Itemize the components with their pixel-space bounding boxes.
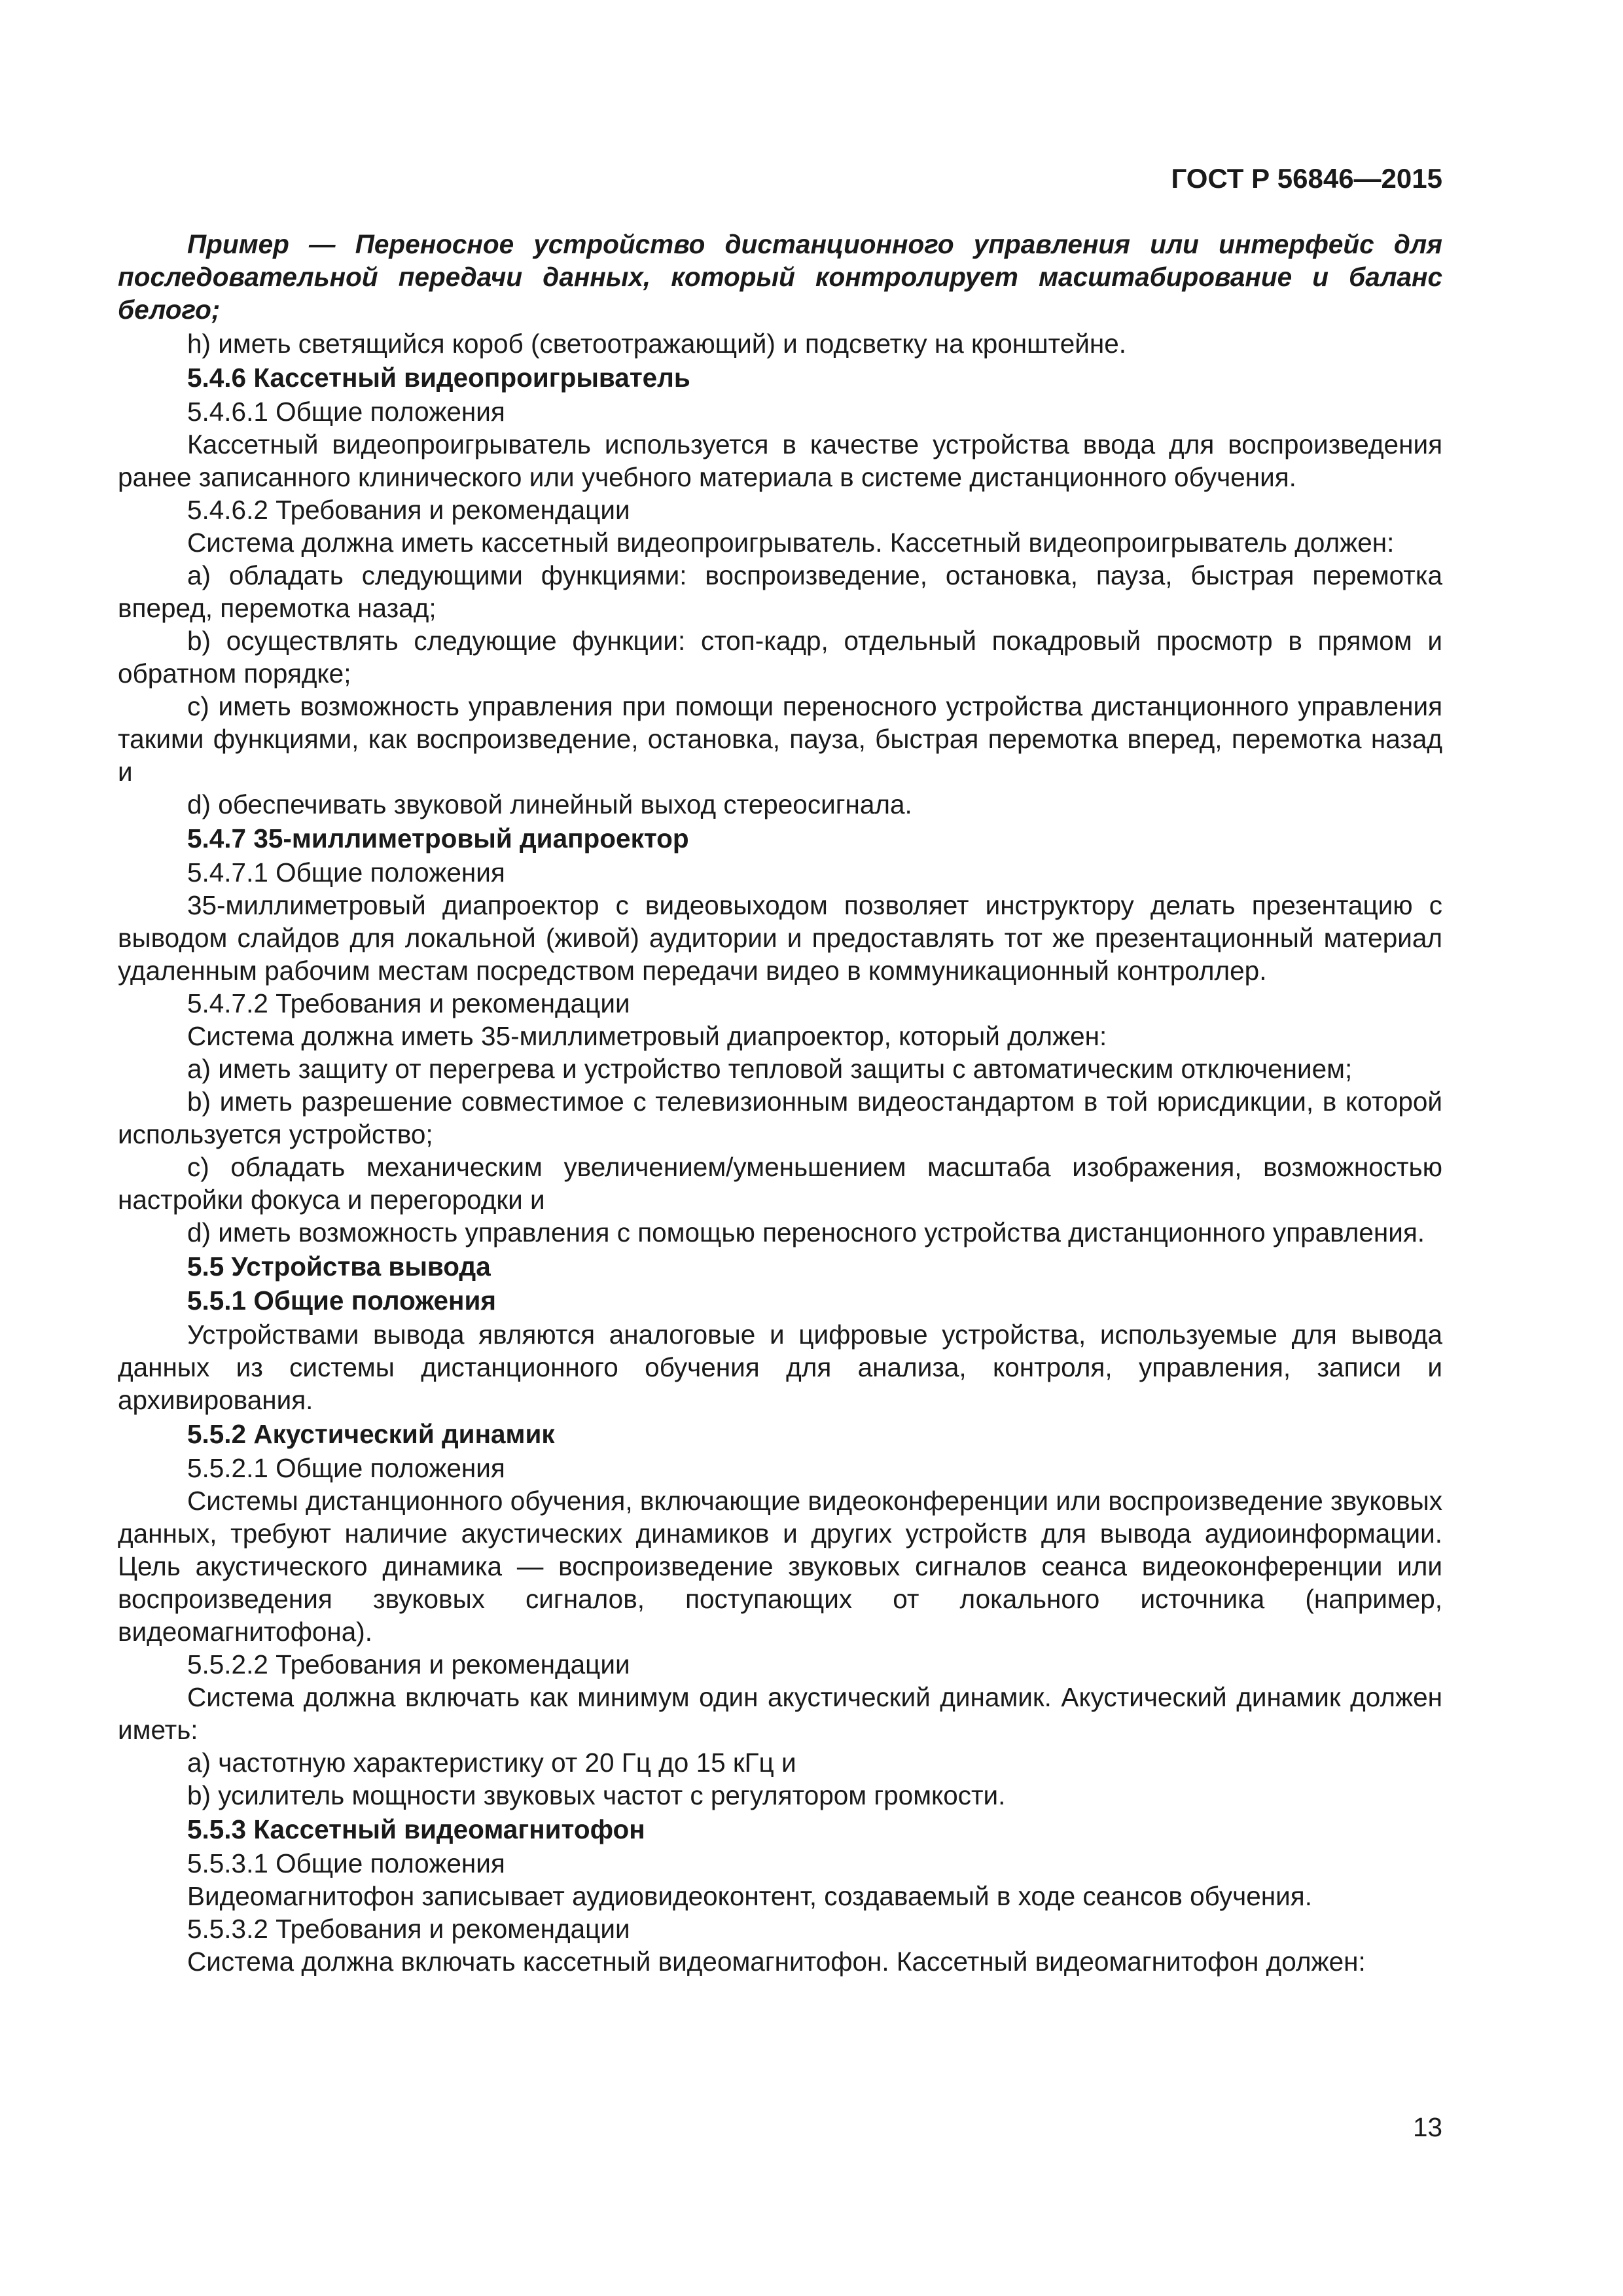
section-heading: 5.4.6 Кассетный видеопроигрыватель [187, 363, 690, 393]
body-paragraph: Видеомагнитофон записывает аудиовидеоконтент, создаваемый в ходе сеансов обучения. [187, 1881, 1312, 1911]
body-paragraph: Система должна иметь 35-миллиметровый диапроектор, который должен: [187, 1021, 1107, 1051]
body-paragraph: Устройствами вывода являются аналоговые и цифровые устройства, используемые для вывода данных из системы дистанционного обучения для анализа, контроля, управления, записи и архивирования. [118, 1319, 1442, 1415]
body-paragraph: c) иметь возможность управления при помощи переносного устройства дистанционного управления такими функциями, как воспроизведение, остановка, пауза, быстрая перемотка вперед, перемотка назад и [118, 691, 1442, 787]
body-paragraph: b) иметь разрешение совместимое с телевизионным видеостандартом в той юрисдикции, в которой используется устройство; [118, 1086, 1442, 1149]
section-heading: 5.4.7 35-миллиметровый диапроектор [187, 823, 689, 853]
body-paragraph: d) иметь возможность управления с помощью переносного устройства дистанционного управления. [187, 1217, 1425, 1247]
body-paragraph: c) обладать механическим увеличением/уменьшением масштаба изображения, возможностью настройки фокуса и перегородки и [118, 1152, 1442, 1215]
section-heading: 5.5 Устройства вывода [187, 1251, 491, 1282]
body-paragraph: b) осуществлять следующие функции: стоп-кадр, отдельный покадровый просмотр в прямом и обратном порядке; [118, 626, 1442, 689]
section-heading: 5.5.2 Акустический динамик [187, 1419, 555, 1449]
body-paragraph: Система должна включать кассетный видеомагнитофон. Кассетный видеомагнитофон должен: [187, 1946, 1366, 1977]
body-paragraph: a) обладать следующими функциями: воспроизведение, остановка, пауза, быстрая перемотка вперед, перемотка назад; [118, 560, 1442, 623]
body-paragraph: d) обеспечивать звуковой линейный выход стереосигнала. [187, 789, 912, 819]
section-heading: 5.5.3 Кассетный видеомагнитофон [187, 1814, 645, 1844]
body-paragraph: a) иметь защиту от перегрева и устройство тепловой защиты с автоматическим отключением; [187, 1054, 1353, 1084]
body-paragraph: b) усилитель мощности звуковых частот с регулятором громкости. [187, 1780, 1006, 1810]
body-paragraph: a) частотную характеристику от 20 Гц до 15 кГц и [187, 1748, 796, 1778]
body-paragraph: Система должна включать как минимум один акустический динамик. Акустический динамик должен иметь: [118, 1682, 1442, 1745]
section-heading: 5.5.1 Общие положения [187, 1285, 496, 1316]
body-paragraph: 5.5.2.2 Требования и рекомендации [187, 1649, 630, 1679]
body-paragraph: h) иметь светящийся короб (светоотражающий) и подсветку на кронштейне. [187, 329, 1127, 359]
document-body [118, 327, 1442, 1978]
body-paragraph: 5.4.7.2 Требования и рекомендации [187, 988, 630, 1018]
body-paragraph: 5.4.6.1 Общие положения [187, 397, 505, 427]
body-paragraph: Системы дистанционного обучения, включающие видеоконференции или воспроизведение звуковых данных, требуют наличие акустических динамиков и других устройств для вывода аудиоинформации. Цель акустического динамика — воспроизведение звуковых сигналов сеанса видеоконференции или воспроизведения звуковых сигналов, поступающих от локального источника (например, видеомагнитофона). [118, 1486, 1442, 1647]
body-paragraph: Кассетный видеопроигрыватель используется в качестве устройства ввода для воспроизведения ранее записанного клинического или учебного материала в системе дистанционного обучения. [118, 429, 1442, 492]
body-paragraph: 5.4.7.1 Общие положения [187, 857, 505, 888]
body-paragraph: 35-миллиметровый диапроектор с видеовыходом позволяет инструктору делать презентацию с выводом слайдов для локальной (живой) аудитории и предоставлять тот же презентационный материал удаленным рабочим местам посредством передачи видео в коммуникационный контроллер. [118, 890, 1442, 986]
body-paragraph: 5.4.6.2 Требования и рекомендации [187, 495, 630, 525]
body-paragraph: Система должна иметь кассетный видеопроигрыватель. Кассетный видеопроигрыватель должен: [187, 528, 1395, 558]
body-paragraph: 5.5.2.1 Общие положения [187, 1453, 505, 1483]
document-standard-id: ГОСТ Р 56846—2015 [1171, 163, 1442, 194]
example-note: Пример — Переносное устройство дистанционного управления или интерфейс для последовательной передачи данных, который контролирует масштабирование и баланс белого; [118, 229, 1442, 325]
body-paragraph: 5.5.3.2 Требования и рекомендации [187, 1914, 630, 1944]
body-paragraph: 5.5.3.1 Общие положения [187, 1848, 505, 1878]
page-number: 13 [1412, 2112, 1442, 2142]
